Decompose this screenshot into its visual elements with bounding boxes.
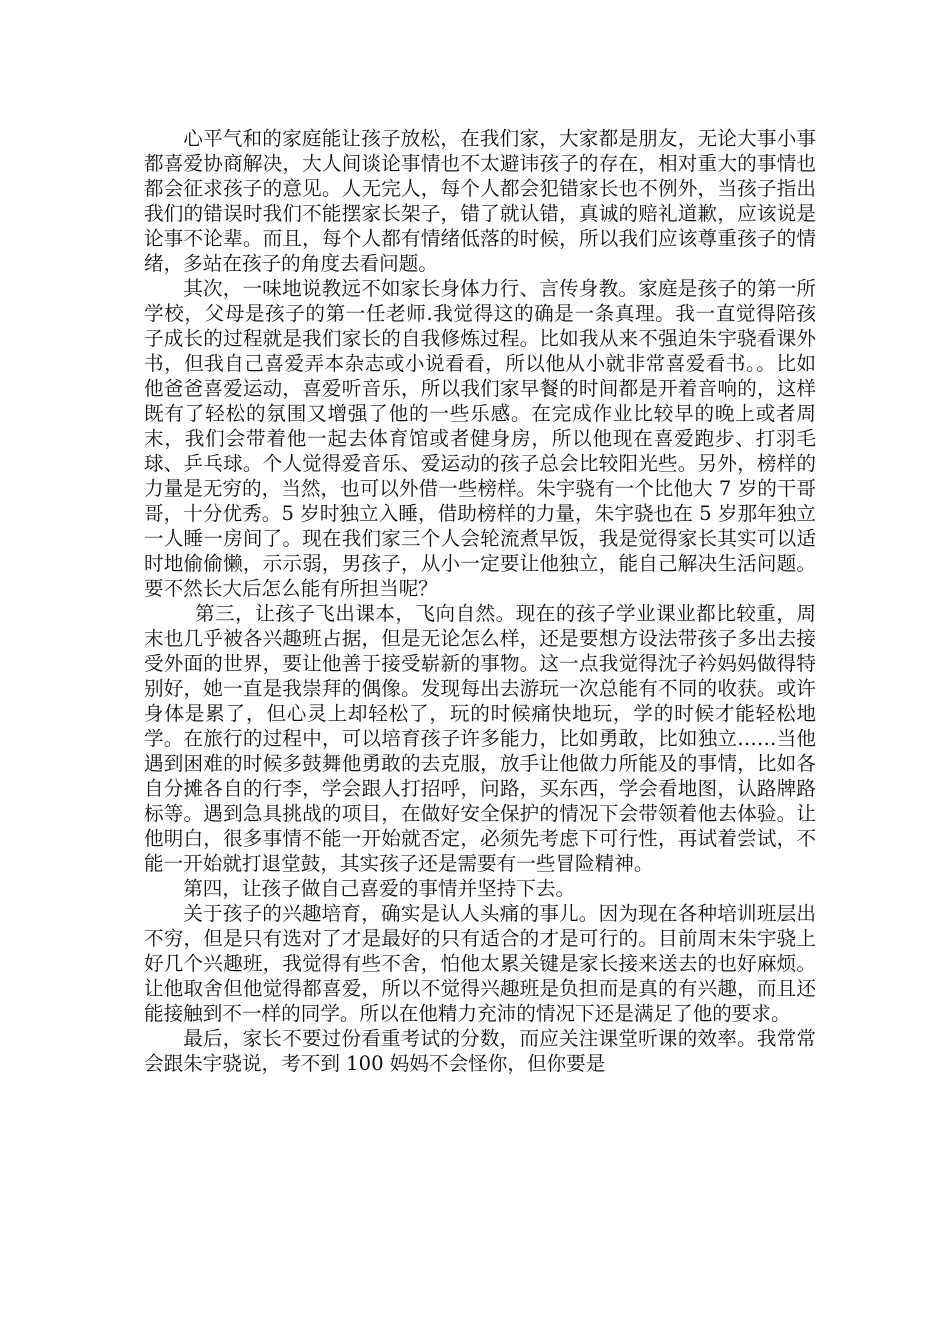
paragraph-nature: 第三，让孩子飞出课本，飞向自然。现在的孩子学业课业都比较重，周末也几乎被各兴趣班占据，但是无论怎么样，还是要想方设法带孩子多出去接受外面的世界，要让他善于接受崭新的事物。这一点我觉得沈子衿妈妈做得特别好，她一直是我崇拜的偶像。发现每出去游玩一次总能有不同的收获。或许身体是累了，但心灵上却轻松了，玩的时候痛快地玩，学的时候才能轻松地学。在旅行的过程中，可以培育孩子许多能力，比如勇敢，比如独立……当他遇到困难的时候多鼓舞他勇敢的去克服，放手让他做力所能及的事情，比如各自分摊各自的行李，学会跟人打招呼，问路，买东西，学会看地图，认路牌路标等。遇到急具挑战的项目，在做好安全保护的情况下会带领着他去体验。让他明白，很多事情不能一开始就否定，必须先考虑下可行性，再试着尝试，不能一开始就打退堂鼓，其实孩子还是需要有一些冒险精神。	[144, 602, 816, 875]
paragraph-fourth-heading: 第四，让孩子做自己喜爱的事情并坚持下去。	[183, 877, 576, 900]
document-body	[144, 126, 816, 1076]
paragraph-exam-scores: 最后，家长不要过份看重考试的分数，而应关注课堂听课的效率。我常常会跟朱宇骁说，考不到 100 妈妈不会怪你，但你要是	[144, 1027, 816, 1075]
paragraph-interests: 关于孩子的兴趣培育，确实是认人头痛的事儿。因为现在各种培训班层出不穷，但是只有选对了才是最好的只有适合的才是可行的。目前周末朱宇骁上好几个兴趣班，我觉得有些不舍，怕他太累关键是家长接来送去的也好麻烦。让他取舍但他觉得都喜爱，所以不觉得兴趣班是负担而是真的有兴趣，而且还能接触到不一样的同学。所以在他精力充沛的情况下还是满足了他的要求。	[144, 902, 816, 1025]
paragraph-family-atmosphere: 心平气和的家庭能让孩子放松，在我们家，大家都是朋友，无论大事小事都喜爱协商解决，大人间谈论事情也不太避讳孩子的存在，相对重大的事情也都会征求孩子的意见。人无完人，每个人都会犯错家长也不例外，当孩子指出我们的错误时我们不能摆家长架子，错了就认错，真诚的赔礼道歉，应该说是论事不论辈。而且，每个人都有情绪低落的时候，所以我们应该尊重孩子的情绪，多站在孩子的角度去看问题。	[144, 127, 816, 275]
paragraph-lead-by-example: 其次，一味地说教远不如家长身体力行、言传身教。家庭是孩子的第一所学校，父母是孩子的第一任老师.我觉得这的确是一条真理。我一直觉得陪孩子成长的过程就是我们家长的自我修炼过程。比如我从来不强迫朱宇骁看课外书，但我自己喜爱弄本杂志或小说看看，所以他从小就非常喜爱看书。。比如他爸爸喜爱运动，喜爱听音乐，所以我们家早餐的时间都是开着音响的，这样既有了轻松的氛围又增强了他的一些乐感。在完成作业比较早的晚上或者周末，我们会带着他一起去体育馆或者健身房，所以他现在喜爱跑步、打羽毛球、乒乓球。个人觉得爱音乐、爱运动的孩子总会比较阳光些。另外，榜样的力量是无穷的，当然，也可以外借一些榜样。朱宇骁有一个比他大 7 岁的干哥哥，十分优秀。5 岁时独立入睡，借助榜样的力量，朱宇骁也在 5 岁那年独立一人睡一房间了。现在我们家三个人会轮流煮早饭，我是觉得家长其实可以适时地偷偷懒，示示弱，男孩子，从小一定要让他独立，能自己解决生活问题。要不然长大后怎么能有所担当呢？	[144, 277, 816, 600]
